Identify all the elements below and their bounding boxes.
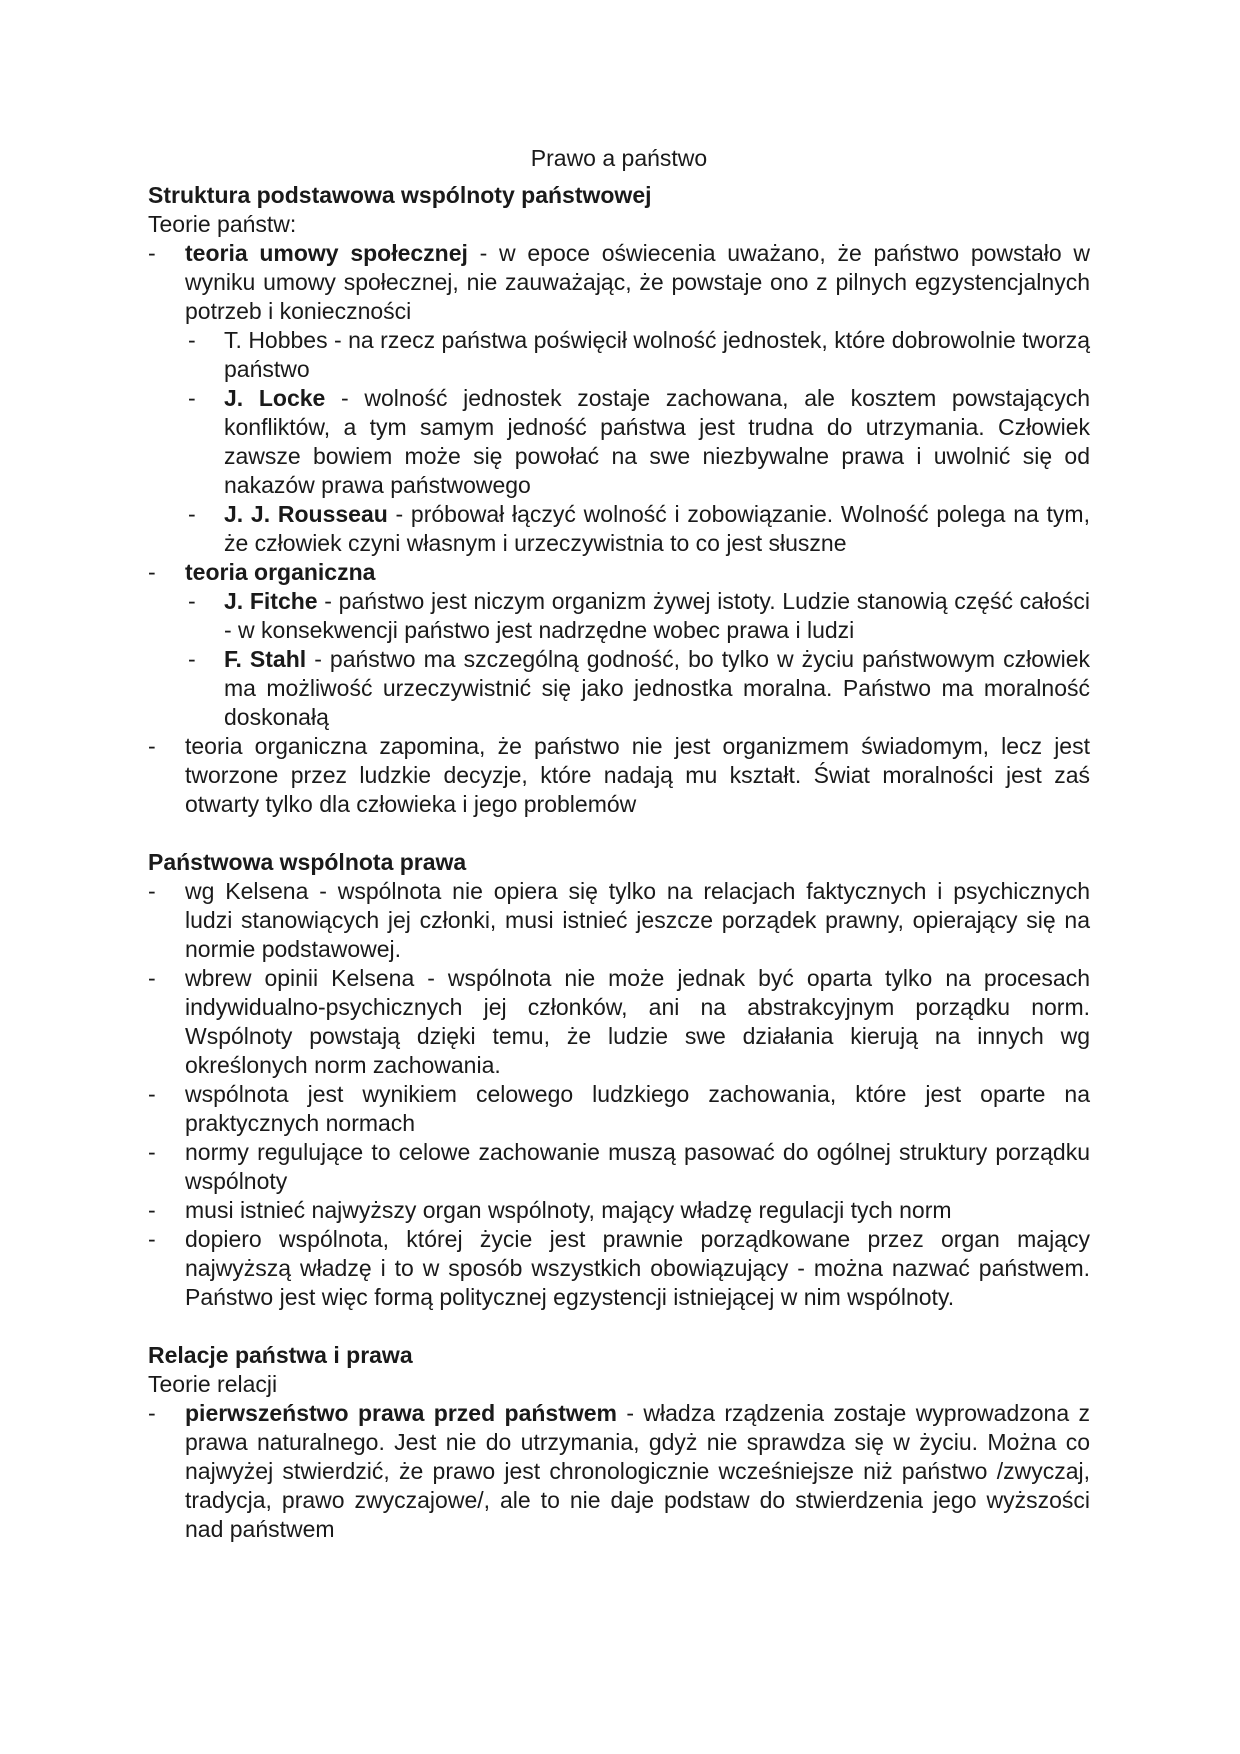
section-heading: Relacje państwa i prawa xyxy=(148,1342,413,1368)
item-text: normy regulujące to celowe zachowanie muszą pasować do ogólnej struktury porządku wspólnoty xyxy=(185,1139,1090,1194)
bullet-dash: - xyxy=(148,1197,156,1223)
item-term: J. Fitche xyxy=(224,588,318,614)
document-page xyxy=(148,143,1090,1544)
item-term: teoria organiczna xyxy=(185,559,376,585)
list-item xyxy=(148,384,1090,500)
item-text: wg Kelsena - wspólnota nie opiera się tylko na relacjach faktycznych i psychicznych ludzi stanowiących jej członki, musi istnieć jeszcze porządek prawny, opierający się na normie podstawowej. xyxy=(185,878,1090,962)
bullet-dash: - xyxy=(188,327,196,353)
item-term: J. J. Rousseau xyxy=(224,501,388,527)
bullet-dash: - xyxy=(188,588,196,614)
document-title: Prawo a państwo xyxy=(530,145,708,171)
bullet-dash: - xyxy=(188,501,196,527)
item-text: - państwo ma szczególną godność, bo tylko w życiu państwowym człowiek ma możliwość urzeczywistnić się jako jednostka moralna. Państwo ma moralność doskonałą xyxy=(224,646,1091,730)
bullet-dash: - xyxy=(148,965,156,991)
item-term: teoria umowy społecznej xyxy=(185,240,468,266)
item-term: J. Locke xyxy=(224,385,326,411)
section-heading: Państwowa wspólnota prawa xyxy=(148,849,467,875)
item-text: - wolność jednostek zostaje zachowana, ale kosztem powstających konfliktów, a tym samym jedność państwa jest trudna do utrzymania. Człowiek zawsze bowiem może się powołać na swe niezbywalne prawa i uwolnić się od nakazów prawa państwowego xyxy=(224,385,1090,498)
item-text: - państwo jest niczym organizm żywej istoty. Ludzie stanowią część całości - w konsekwencji państwo jest nadrzędne wobec prawa i ludzi xyxy=(224,588,1090,643)
section-subheading: Teorie relacji xyxy=(148,1371,278,1397)
item-text: dopiero wspólnota, której życie jest prawnie porządkowane przez organ mający najwyższą władzę i to w sposób wszystkich obowiązujący - można nazwać państwem. Państwo jest więc formą politycznej egzystencji istniejącej w nim wspólnoty. xyxy=(185,1226,1090,1310)
list-item xyxy=(148,1225,1090,1312)
list-item xyxy=(148,558,1090,587)
bullet-dash: - xyxy=(148,1081,156,1107)
bullet-dash: - xyxy=(148,559,156,585)
list-item xyxy=(148,645,1090,732)
list-item xyxy=(148,964,1090,1080)
section-community xyxy=(148,848,1090,1312)
item-term: pierwszeństwo prawa przed państwem xyxy=(185,1400,617,1426)
item-text: wbrew opinii Kelsena - wspólnota nie może jednak być oparta tylko na procesach indywidualno-psychicznych jej członków, ani na abstrakcyjnym porządku norm. Wspólnoty powstają dzięki temu, że ludzie swe działania kierują na innych wg określonych norm zachowania. xyxy=(185,965,1090,1078)
bullet-dash: - xyxy=(188,646,196,672)
list-item xyxy=(148,587,1090,645)
list-item xyxy=(148,1399,1090,1544)
section-structure xyxy=(148,181,1090,819)
item-text: musi istnieć najwyższy organ wspólnoty, mający władzę regulacji tych norm xyxy=(185,1197,952,1223)
item-text: - władza rządzenia zostaje wyprowadzona z prawa naturalnego. Jest nie do utrzymania, gdyż nie sprawdza się w życiu. Można co najwyżej stwierdzić, że prawo jest chronologicznie wcześniejsze niż państwo /zwyczaj, tradycja, prawo zwyczajowe/, ale to nie daje podstaw do stwierdzenia jego wyższości nad państwem xyxy=(185,1400,1090,1542)
section-heading: Struktura podstawowa wspólnoty państwowej xyxy=(148,182,652,208)
bullet-dash: - xyxy=(148,1400,156,1426)
bullet-dash: - xyxy=(148,733,156,759)
section-gap xyxy=(148,819,1090,848)
list-item xyxy=(148,877,1090,964)
item-text: T. Hobbes - na rzecz państwa poświęcił wolność jednostek, które dobrowolnie tworzą państwo xyxy=(224,327,1090,382)
list-item xyxy=(148,732,1090,819)
item-text: teoria organiczna zapomina, że państwo nie jest organizmem świadomym, lecz jest tworzone przez ludzkie decyzje, które nadają mu kształt. Świat moralności jest zaś otwarty tylko dla człowieka i jego problemów xyxy=(185,733,1090,817)
list-item xyxy=(148,500,1090,558)
list-item xyxy=(148,326,1090,384)
bullet-dash: - xyxy=(148,1139,156,1165)
bullet-dash: - xyxy=(188,385,196,411)
list-item xyxy=(148,1196,1090,1225)
item-text: - próbował łączyć wolność i zobowiązanie. Wolność polega na tym, że człowiek czyni własnym i urzeczywistnia to co jest słuszne xyxy=(224,501,1090,556)
section-subheading: Teorie państw: xyxy=(148,211,297,237)
bullet-dash: - xyxy=(148,878,156,904)
list-item xyxy=(148,1138,1090,1196)
item-text: - w epoce oświecenia uważano, że państwo powstało w wyniku umowy społecznej, nie zauważając, że powstaje ono z pilnych egzystencjalnych potrzeb i konieczności xyxy=(185,240,1090,324)
list-item xyxy=(148,239,1090,326)
section-gap xyxy=(148,1312,1090,1341)
list-item xyxy=(148,1080,1090,1138)
item-term: F. Stahl xyxy=(224,646,307,672)
section-relations xyxy=(148,1341,1090,1544)
bullet-dash: - xyxy=(148,240,156,266)
bullet-dash: - xyxy=(148,1226,156,1252)
item-text: wspólnota jest wynikiem celowego ludzkiego zachowania, które jest oparte na praktycznych normach xyxy=(185,1081,1090,1136)
